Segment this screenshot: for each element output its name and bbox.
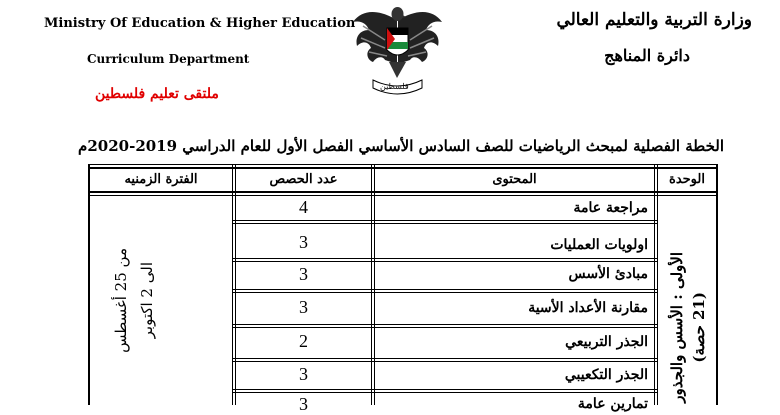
table-row-content: مقارنة الأعداد الأسية [528,300,648,316]
table-row-sessions: 3 [299,232,308,252]
forum-name: ملتقى تعليم فلسطين [95,86,219,102]
table-row-sessions: 3 [299,297,308,317]
table-row-sessions: 3 [299,364,308,384]
header-content: المحتوى [492,172,537,187]
table-row-sessions: 4 [299,197,308,217]
table-row-content: مراجعة عامة [573,200,648,216]
header-sessions: عدد الحصص [269,172,338,187]
table-row-sessions: 2 [299,331,308,351]
unit-label: الأولى : الأسس والجذور [668,252,686,403]
period-from: من 25 أغسطس [112,248,130,353]
period-to: الى 2 اكتوبر [138,262,156,339]
table-row-sessions: 3 [299,264,308,284]
plan-title: الخطة الفصلية لمبحث الرياضيات للصف السادس الأساسي الفصل الأول للعام الدراسي 2019-2020م [78,137,724,155]
table-row-content: مبادئ الأسس [568,266,648,282]
header-period: الفترة الزمنيه [124,172,198,187]
table-row-content: الجذر التربيعي [565,334,648,350]
ministry-name-english: Ministry Of Education & Higher Education [44,16,356,31]
header-unit: الوحدة [669,172,705,187]
unit-sessions-total: (21 حصة) [690,292,708,363]
table-row-content: اولويات العمليات [550,237,648,253]
table-row-content: الجذر التكعيبي [564,367,648,383]
table-row-sessions: 3 [299,394,308,414]
emblem-caption: فلسطين [380,82,409,91]
ministry-name-arabic: وزارة التربية والتعليم العالي [556,10,752,30]
table-row-content: تمارين عامة [577,396,648,412]
department-name-english: Curriculum Department [87,52,250,66]
department-name-arabic: دائرة المناهج [604,46,690,65]
